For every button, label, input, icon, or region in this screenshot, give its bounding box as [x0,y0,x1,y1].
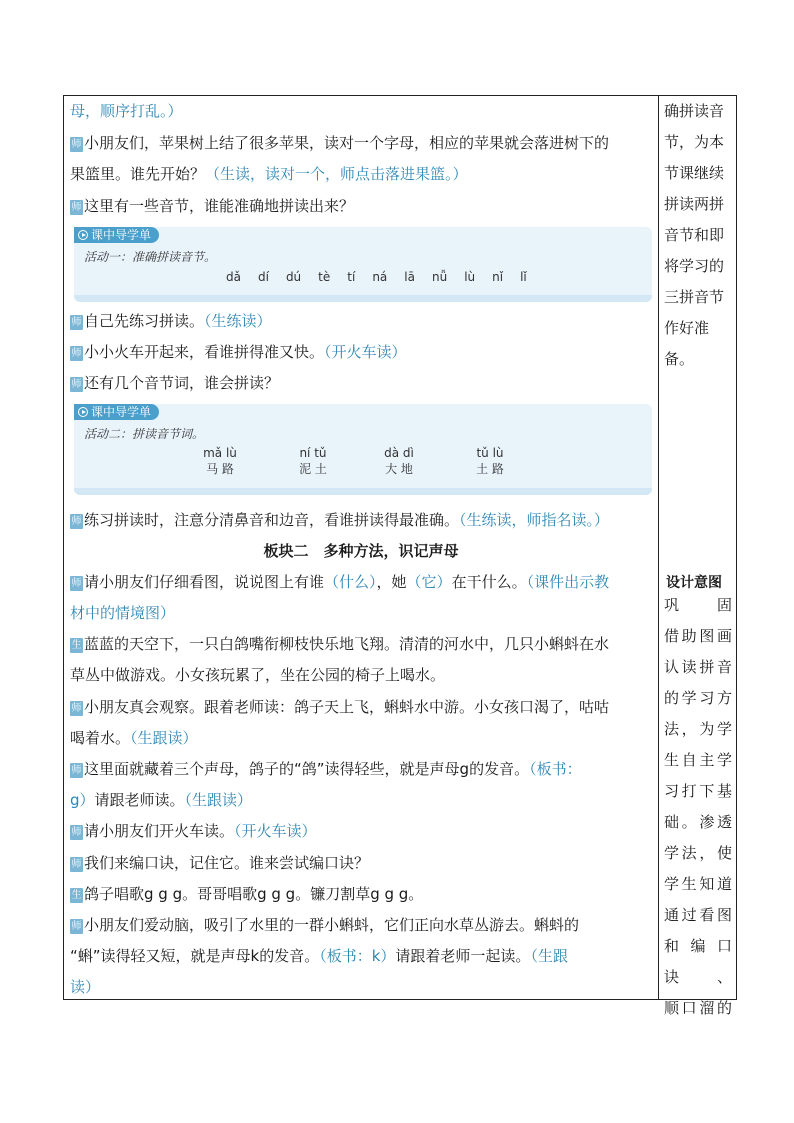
teacher-line: 师 自己先练习拼读。（生练读） [71,312,272,330]
syllable: tí [347,270,356,284]
syllable: nǚ [431,270,448,284]
design-note-line: 通过看图 [664,906,732,924]
design-intent-heading: 设计意图 [666,575,722,591]
design-note-line: 确拼读音 [664,102,725,120]
guide-box-1 [74,227,652,302]
teacher-line: 师 请小朋友们仔细看图，说说图上有谁（什么），她（它）在干什么。（课件出示教 [71,573,610,591]
design-note-line: 巩 固 [664,596,732,614]
section-title: 板块二 多种方法，识记声母 [263,542,459,560]
teacher-line: 师 请小朋友们开火车读。（开火车读） [71,822,317,840]
syllable: dǎ [226,270,241,284]
teacher-tag-icon: 师 [71,379,82,390]
teacher-tag-icon: 师 [71,348,82,359]
text-line: 喝着水。（生跟读） [70,729,198,747]
design-note-line: 音节和即 [664,226,725,244]
student-tag-icon: 生 [71,640,82,651]
teacher-tag-icon: 师 [71,139,82,150]
column-divider [658,96,659,999]
teacher-tag-icon: 师 [71,516,82,527]
activity-title: 活动一：准确拼读音节。 [84,250,217,264]
design-note-line: 法，为学 [664,720,732,738]
syllable: tè [318,270,331,284]
design-note-line: 础。渗透 [664,813,732,831]
teacher-tag-icon: 师 [71,921,82,932]
design-note-line: 将学习的 [664,257,725,275]
text-line: g）请跟老师读。（生跟读） [70,791,253,809]
guide-badge: 课中导学单 [74,227,159,243]
teacher-tag-icon: 师 [71,202,82,213]
design-note-line: 和编口诀、 [664,937,732,986]
word-pair: dà dì 大 地 [384,446,414,476]
teacher-tag-icon: 师 [71,578,82,589]
syllable: ná [372,270,388,284]
design-note-line: 拼读两拼 [664,195,725,213]
guide-badge: 课中导学单 [74,404,159,420]
guide-box-2 [74,404,652,495]
syllable: lù [464,270,476,284]
teacher-line: 师 还有几个音节词，谁会拼读？ [71,374,280,392]
design-note-line: 节课继续 [664,164,725,182]
box-strip [74,295,652,302]
design-note-2 [664,590,734,1024]
teacher-line: 师 小朋友真会观察。跟着老师读：鸽子天上飞，蝌蚪水中游。小女孩口渴了，咕咕 [71,698,610,716]
design-note-line: 学生知道 [664,875,732,893]
lesson-plan-table [63,95,737,1017]
syllable: lā [404,270,415,284]
syllable: dú [285,270,302,284]
syllable: lǐ [520,270,527,284]
teacher-line: 师 小朋友们爱动脑，吸引了水里的一群小蝌蚪，它们正向水草丛游去。蝌蚪的 [71,916,580,934]
design-note-line: 生自主学 [664,751,732,769]
student-tag-icon: 生 [71,890,82,901]
play-icon [78,230,88,240]
teacher-tag-icon: 师 [71,765,82,776]
teacher-tag-icon: 师 [71,317,82,328]
text-line: 果篮里。谁先开始？（生读，读对一个，师点击落进果篮。） [70,165,468,183]
play-icon [78,407,88,417]
syllable: nǐ [492,270,504,284]
student-line: 生 鸽子唱歌g g g。哥哥唱歌g g g。镰刀割草g g g。 [71,885,424,903]
design-note-1 [664,96,734,375]
teacher-line: 师 这里面就藏着三个声母，鸽子的“鸽”读得轻些，就是声母g的发音。（板书： [71,760,582,778]
design-note-line: 的学习方 [664,689,732,707]
word-pair: ní tǔ 泥 土 [299,446,327,476]
design-note-line: 三拼音节 [664,288,725,306]
design-note-line: 节，为本 [664,133,725,151]
word-pair: tǔ lù 土 路 [476,446,504,476]
design-note-line: 备。 [664,350,695,368]
activity-title: 活动二：拼读音节词。 [84,427,205,441]
word-pair: mǎ lù 马 路 [203,446,237,476]
text-line: 草丛中做游戏。小女孩玩累了，坐在公园的椅子上喝水。 [70,666,446,684]
teacher-line: 师 练习拼读时，注意分清鼻音和边音，看谁拼读得最准确。（生练读，师指名读。） [71,511,610,529]
teacher-tag-icon: 师 [71,703,82,714]
syllable-row [226,270,544,284]
design-note-line: 认读拼音 [664,658,732,676]
box-strip [74,488,652,495]
design-note-line: 顺口溜的 [664,999,732,1017]
design-note-line: 习打下基 [664,782,732,800]
teacher-line: 师 小小火车开起来，看谁拼得准又快。（开火车读） [71,343,407,361]
teacher-tag-icon: 师 [71,827,82,838]
text-line: 读） [70,978,101,996]
design-note-line: 借助图画 [664,627,732,645]
student-line: 生 蓝蓝的天空下，一只白鸽嘴衔柳枝快乐地飞翔。清清的河水中，几只小蝌蚪在水 [71,635,610,653]
syllable: dí [257,270,269,284]
design-note-line: 作好准 [664,319,710,337]
teacher-line: 师 小朋友们，苹果树上结了很多苹果，读对一个字母，相应的苹果就会落进树下的 [71,134,610,152]
teacher-tag-icon: 师 [71,859,82,870]
design-note-line: 学法，使 [664,844,732,862]
text-line: “蝌”读得轻又短，就是声母k的发音。（板书：k）请跟着老师一起读。（生跟 [70,947,568,965]
text-line: 母，顺序打乱。） [70,102,183,120]
text-line: 材中的情境图） [70,604,176,622]
teacher-line: 师 这里有一些音节，谁能准确地拼读出来？ [71,197,355,215]
teacher-line: 师 我们来编口诀，记住它。谁来尝试编口诀？ [71,854,370,872]
